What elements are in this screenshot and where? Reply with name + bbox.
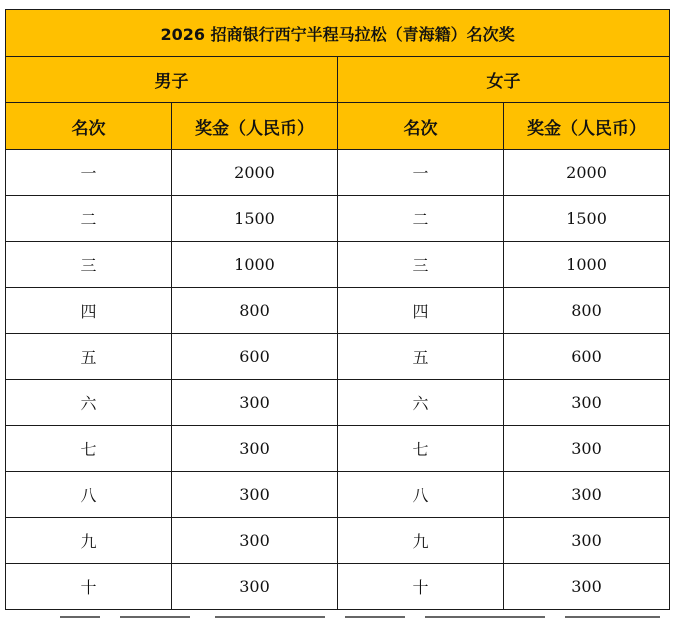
men-prize-cell: 300 (172, 426, 338, 472)
women-prize-cell: 300 (504, 380, 670, 426)
women-rank-cell: 五 (338, 334, 504, 380)
women-rank-cell: 三 (338, 242, 504, 288)
table-row (6, 242, 670, 288)
men-prize-cell: 300 (172, 472, 338, 518)
group-men-header: 男子 (6, 57, 338, 103)
group-women-header: 女子 (338, 57, 670, 103)
cropped-text-mark (60, 616, 100, 618)
men-rank-cell: 六 (6, 380, 172, 426)
table-title: 2026 招商银行西宁半程马拉松（青海籍）名次奖 (6, 10, 670, 57)
cropped-text-mark (345, 616, 405, 618)
women-prize-cell: 300 (504, 564, 670, 610)
table-row (6, 196, 670, 242)
cropped-text-mark (120, 616, 190, 618)
men-rank-cell: 三 (6, 242, 172, 288)
table-row (6, 426, 670, 472)
women-rank-cell: 九 (338, 518, 504, 564)
cropped-text-mark (565, 616, 660, 618)
women-rank-cell: 一 (338, 150, 504, 196)
men-rank-cell: 九 (6, 518, 172, 564)
title-row (6, 10, 670, 57)
women-rank-cell: 二 (338, 196, 504, 242)
women-prize-cell: 2000 (504, 150, 670, 196)
men-rank-cell: 四 (6, 288, 172, 334)
column-header-row (6, 103, 670, 150)
men-prize-cell: 2000 (172, 150, 338, 196)
cropped-text-mark (425, 616, 545, 618)
women-rank-cell: 四 (338, 288, 504, 334)
women-prize-cell: 600 (504, 334, 670, 380)
table-row (6, 518, 670, 564)
men-rank-cell: 七 (6, 426, 172, 472)
men-prize-cell: 600 (172, 334, 338, 380)
men-rank-cell: 五 (6, 334, 172, 380)
men-rank-cell: 二 (6, 196, 172, 242)
women-prize-cell: 300 (504, 518, 670, 564)
men-rank-cell: 十 (6, 564, 172, 610)
prize-table (5, 9, 670, 610)
table-row (6, 472, 670, 518)
group-row (6, 57, 670, 103)
women-prize-cell: 300 (504, 472, 670, 518)
women-rank-cell: 七 (338, 426, 504, 472)
women-prize-cell: 800 (504, 288, 670, 334)
women-rank-cell: 六 (338, 380, 504, 426)
men-prize-cell: 1500 (172, 196, 338, 242)
men-rank-header: 名次 (6, 103, 172, 150)
women-rank-cell: 十 (338, 564, 504, 610)
men-prize-cell: 800 (172, 288, 338, 334)
women-prize-cell: 1000 (504, 242, 670, 288)
women-rank-cell: 八 (338, 472, 504, 518)
table-row (6, 288, 670, 334)
cropped-text-strip (0, 612, 678, 621)
men-rank-cell: 八 (6, 472, 172, 518)
women-prize-cell: 1500 (504, 196, 670, 242)
men-prize-cell: 300 (172, 380, 338, 426)
men-rank-cell: 一 (6, 150, 172, 196)
men-prize-header: 奖金（人民币） (172, 103, 338, 150)
men-prize-cell: 300 (172, 564, 338, 610)
table-row (6, 150, 670, 196)
table-row (6, 334, 670, 380)
cropped-text-mark (215, 616, 325, 618)
men-prize-cell: 1000 (172, 242, 338, 288)
men-prize-cell: 300 (172, 518, 338, 564)
table-row (6, 380, 670, 426)
women-prize-header: 奖金（人民币） (504, 103, 670, 150)
table-row (6, 564, 670, 610)
women-prize-cell: 300 (504, 426, 670, 472)
women-rank-header: 名次 (338, 103, 504, 150)
